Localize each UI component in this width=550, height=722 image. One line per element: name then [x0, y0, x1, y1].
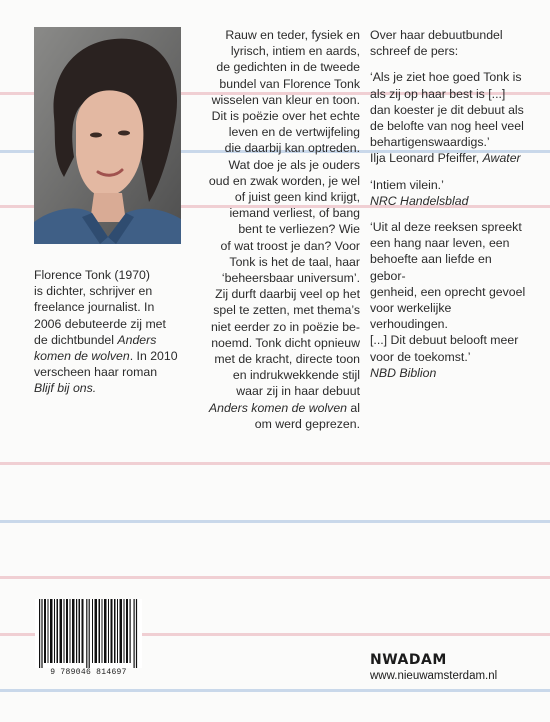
description-line: spel te zetten, met thema’s [213, 303, 360, 318]
book-title: Anders komen de wolven [208, 400, 347, 415]
description-line: bent te verliezen? Wie [238, 222, 360, 237]
press-intro: Over haar debuutbundel [370, 28, 503, 42]
description-line: leven en de vertwijfeling [228, 125, 360, 140]
quote-line: als zij op haar best is [...] [370, 86, 506, 101]
decorative-stripe [0, 689, 550, 692]
description-line: de gedichten in de tweede [216, 60, 360, 75]
isbn-digits: 9 789046 814697 [50, 668, 127, 677]
quote-line: genheid, een oprecht gevoel [370, 284, 526, 299]
quote-line: een hang naar leven, een [370, 236, 510, 251]
quote-source [370, 365, 530, 381]
bio-line: Florence Tonk (1970) [34, 268, 150, 282]
quote-line: ‘Uit al deze reeksen spreekt [370, 220, 522, 235]
quote-source [370, 193, 530, 209]
quote-line: voor de toekomst.’ [370, 349, 471, 364]
description-line: of wat troost je dan? Voor [220, 238, 360, 253]
decorative-stripe [0, 462, 550, 465]
quote-line: de belofte van nog heel veel [370, 119, 524, 134]
press-intro: schreef de pers: [370, 44, 459, 59]
publisher-logo: NWADAM [370, 652, 447, 668]
quote-line: dan koester je dit debuut als [370, 102, 524, 117]
bio-text: . In 2010 [129, 349, 178, 364]
bio-line: is dichter, schrijver en [34, 284, 153, 299]
description-line: bundel van Florence Tonk [219, 76, 360, 91]
description-line: Rauw en teder, fysiek en [225, 28, 360, 42]
bio-line [34, 380, 184, 396]
description-line: Dit is poëzie over het echte [211, 109, 360, 124]
description-line: met de kracht, directe toon [214, 352, 360, 367]
author-photo [34, 27, 181, 244]
bio-line: freelance journalist. In [34, 300, 155, 315]
press-quotes [370, 27, 530, 381]
description-line: oud en zwak worden, je wel [208, 173, 360, 188]
description-line: noemd. Tonk dicht opnieuw [211, 335, 360, 350]
source-publication: Awater [482, 151, 521, 166]
book-title: Blijf bij ons. [34, 381, 97, 396]
source-publication: NBD Biblion [370, 365, 437, 380]
decorative-stripe [0, 576, 550, 579]
bio-text: de dichtbundel [34, 332, 118, 347]
press-quote [370, 219, 530, 381]
bio-line [34, 348, 184, 364]
book-description [200, 27, 360, 432]
description-line: en indrukwekkende stijl [232, 368, 360, 383]
description-line: niet eerder zo in poëzie be- [210, 319, 360, 334]
description-line: die daarbij kan optreden. [224, 141, 360, 156]
author-bio [34, 267, 184, 397]
bio-line: 2006 debuteerde zij met [34, 316, 166, 331]
bio-line: verscheen haar roman [34, 365, 158, 380]
quote-line: voor werkelijke verhoudingen. [370, 301, 452, 332]
quote-line: ‘Intiem vilein.’ [370, 177, 444, 192]
quote-line: behartigenswaardigs.’ [370, 135, 490, 150]
quote-line: behoefte aan liefde en gebor- [370, 252, 492, 283]
source-publication: NRC Handelsblad [370, 193, 469, 208]
quote-source [370, 150, 530, 166]
description-line: ‘beheersbaar universum’. [221, 271, 360, 286]
description-line: Tonk is het de taal, haar [229, 254, 360, 269]
quote-line: ‘Als je ziet hoe goed Tonk is [370, 70, 522, 85]
press-quote [370, 177, 530, 209]
decorative-stripe [0, 520, 550, 523]
source-name: Ilja Leonard Pfeiffer, [370, 151, 483, 166]
description-line: om werd geprezen. [254, 416, 360, 431]
description-line: waar zij in haar debuut [236, 384, 360, 399]
description-line: iemand verliest, of bang [229, 206, 360, 221]
description-line: of juist geen kind krijgt, [234, 190, 360, 205]
publisher-url[interactable]: www.nieuwamsterdam.nl [370, 670, 498, 682]
quote-line: [...] Dit debuut belooft meer [370, 333, 519, 348]
press-quote [370, 69, 530, 166]
description-line: wisselen van kleur en toon. [211, 92, 360, 107]
book-title: komen de wolven [34, 349, 130, 364]
description-text: al [347, 400, 360, 415]
book-title: Anders [117, 332, 157, 347]
description-line: lyrisch, intiem en aards, [230, 44, 360, 59]
description-line [200, 400, 360, 416]
barcode [35, 599, 142, 668]
description-line: Wat doe je als je ouders [228, 157, 360, 172]
description-line: Zij durft daarbij veel op het [215, 287, 360, 302]
bio-line [34, 332, 184, 348]
